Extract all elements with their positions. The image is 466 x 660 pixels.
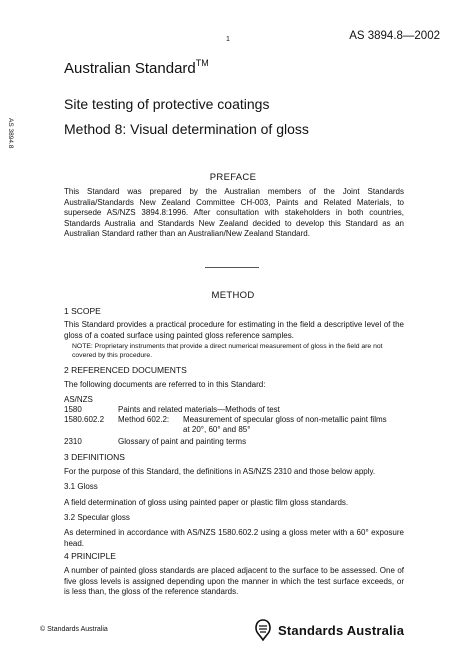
references-intro: The following documents are referred to in this Standard: [64,380,266,389]
page-number: 1 [226,36,230,43]
principle-text: A number of painted gloss standards are placed adjacent to the surface to be assessed. One of five gloss levels is assigned depending upon the manner in which the test surface exceeds, or is less than, the gloss of the reference standards. [64,566,404,597]
principle-heading: 4 PRINCIPLE [64,551,116,561]
copyright-notice: © Standards Australia [40,626,108,633]
preface-text: This Standard was prepared by the Australian members of the Joint Standards Australia/Standards New Zealand Committee CH-003, Paints and Related Materials, to supersede AS/NZS 3894.8:1996. After consultation with stakeholders in both countries, Standards Australia and Standards New Zealand decided to develop this Standard as an Australian Standard rather than an Australian/New Zealand Standard. [64,187,404,239]
ref-desc-2310: Glossary of paint and painting terms [118,437,247,446]
title-line-1: Site testing of protective coatings [64,96,270,112]
gloss-text: A field determination of gloss using painted paper or plastic film gloss standards. [64,498,349,507]
standard-type-title [64,60,209,77]
definitions-intro: For the purpose of this Standard, the definitions in AS/NZS 2310 and those below apply. [64,467,376,476]
logo-text: Standards Australia [278,622,405,638]
scope-text: This Standard provides a practical procedure for estimating in the field a descriptive level of the gloss of a coated surface using painted gloss reference samples. [64,320,404,340]
ref-code-2310: 2310 [64,437,82,446]
trademark-mark: TM [195,58,209,68]
ref-sub-method: Method 602.2: [118,415,170,424]
scope-note: NOTE: Proprietary instruments that provide a direct numerical measurement of gloss in the field are not covered by this procedure. [72,343,383,359]
standards-australia-logo [254,619,404,641]
ref-desc-1580: Paints and related materials—Methods of test [118,405,280,414]
gloss-heading: 3.1 Gloss [64,482,98,491]
specular-gloss-text: As determined in accordance with AS/NZS 1580.602.2 using a gloss meter with a 60° exposure head. [64,528,404,548]
standard-number: AS 3894.8—2002 [349,30,440,42]
section-divider [205,267,259,268]
scope-heading: 1 SCOPE [64,306,101,316]
document-title [64,92,309,142]
specular-gloss-heading: 3.2 Specular gloss [64,513,130,522]
references-heading: 2 REFERENCED DOCUMENTS [64,365,187,375]
references-group: AS/NZS [64,395,93,404]
ref-desc-602-2-line2: at 20°, 60° and 85° [183,425,251,434]
logo-mark-icon [254,619,272,641]
ref-desc-602-2-line1: Measurement of specular gloss of non-metallic paint films [183,415,387,424]
title-line-2: Method 8: Visual determination of gloss [64,121,309,137]
ref-code-1580: 1580 [64,405,82,414]
preface-heading: PREFACE [209,172,257,183]
method-heading: METHOD [211,290,255,301]
definitions-heading: 3 DEFINITIONS [64,452,125,462]
side-label: AS 3894.8 [7,118,14,149]
standard-type-text: Australian Standard [64,60,196,77]
ref-code-1580-602-2: 1580.602.2 [64,415,105,424]
